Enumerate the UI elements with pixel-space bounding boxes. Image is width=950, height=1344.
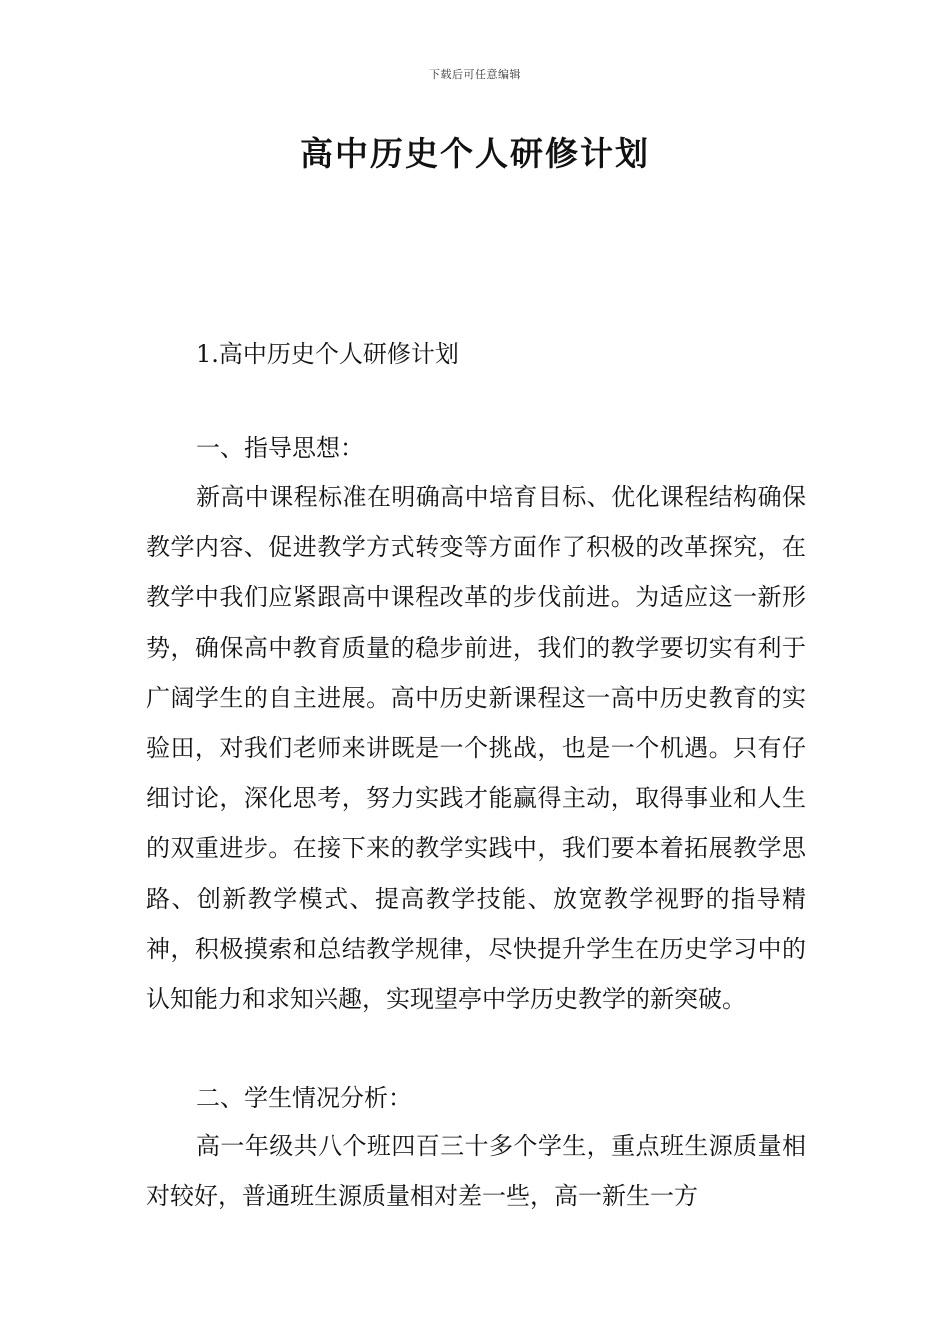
document-subtitle: 1.高中历史个人研修计划 [196,340,459,368]
section-heading-guiding-ideology: 一、指导思想： [196,434,364,462]
document-title: 高中历史个人研修计划 [300,134,650,173]
header-note: 下载后可任意编辑 [429,68,521,81]
section-body-student-analysis: 高一年级共八个班四百三十多个学生，重点班生源质量相对较好，普通班生源质量相对差一些，高一新生一方 [146,1132,806,1211]
section-body-guiding-ideology: 新高中课程标准在明确高中培育目标、优化课程结构确保教学内容、促进教学方式转变等方面作了积极的改革探究，在教学中我们应紧跟高中课程改革的步伐前进。为适应这一新形势，确保高中教育质量的稳步前进，我们的教学要切实有利于广阔学生的自主进展。高中历史新课程这一高中历史教育的实验田，对我们老师来讲既是一个挑战，也是一个机遇。只有仔细讨论，深化思考，努力实践才能赢得主动，取得事业和人生的双重进步。在接下来的教学实践中，我们要本着拓展教学思路、创新教学模式、提高教学技能、放宽教学视野的指导精神，积极摸索和总结教学规律，尽快提升学生在历史学习中的认知能力和求知兴趣，实现望亭中学历史教学的新突破。 [146,483,806,1014]
section-heading-student-analysis: 二、学生情况分析： [196,1084,412,1112]
